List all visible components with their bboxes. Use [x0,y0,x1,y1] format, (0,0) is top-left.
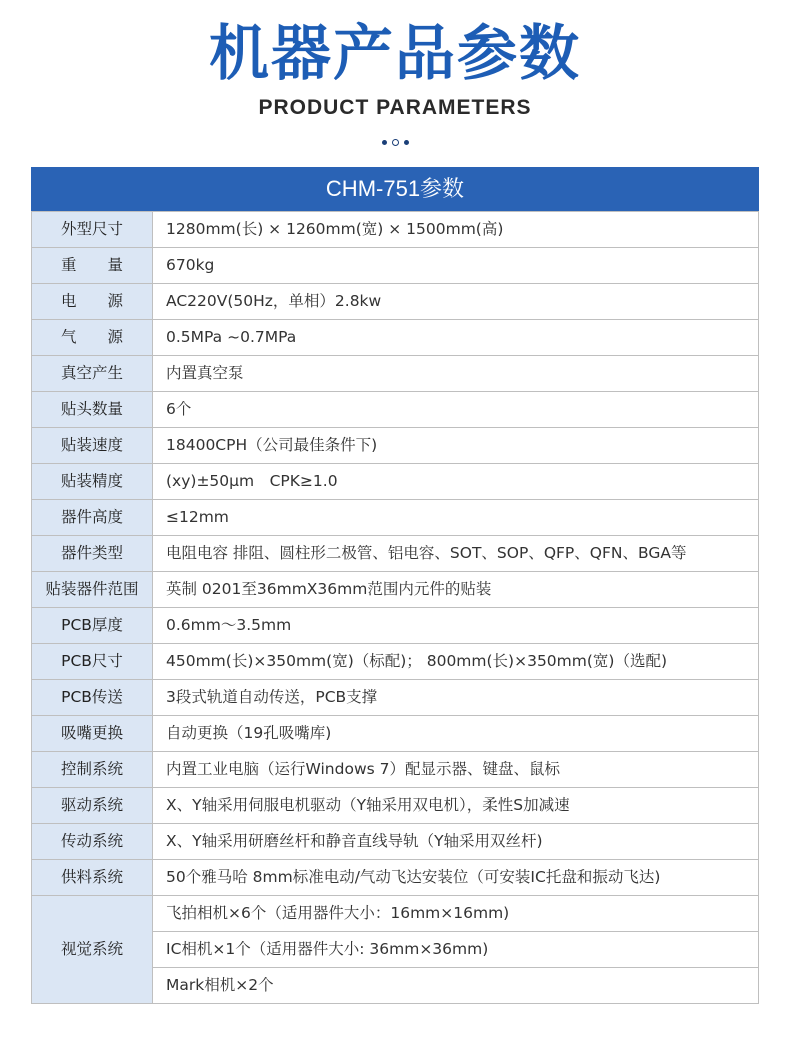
row-label: 外型尺寸 [32,212,153,248]
table-row [32,428,759,464]
vision-value: 飞拍相机×6个（适用器件大小：16mm×16mm) [153,896,759,932]
row-label: 贴装精度 [32,464,153,500]
ring-dot-icon [392,139,399,146]
dot-icon [404,140,409,145]
table-row [32,680,759,716]
dot-icon [382,140,387,145]
table-row [32,896,759,932]
row-value: 18400CPH（公司最佳条件下) [153,428,759,464]
row-label: 贴装速度 [32,428,153,464]
row-label: 供料系统 [32,860,153,896]
row-label: 电 源 [32,284,153,320]
table-row [32,464,759,500]
row-label: 控制系统 [32,752,153,788]
row-label: 器件类型 [32,536,153,572]
row-value: X、Y轴采用研磨丝杆和静音直线导轨（Y轴采用双丝杆) [153,824,759,860]
row-label: 贴装器件范围 [32,572,153,608]
row-value: 内置真空泵 [153,356,759,392]
table-row [32,788,759,824]
row-label: 重 量 [32,248,153,284]
row-value: 50个雅马哈 8mm标准电动/气动飞达安装位（可安装IC托盘和振动飞达) [153,860,759,896]
row-value: ≤12mm [153,500,759,536]
row-value: 670kg [153,248,759,284]
row-label: 驱动系统 [32,788,153,824]
row-label: PCB厚度 [32,608,153,644]
row-label: PCB传送 [32,680,153,716]
row-value: 电阻电容 排阻、圆柱形二极管、铝电容、SOT、SOP、QFP、QFN、BGA等 [153,536,759,572]
table-row [32,644,759,680]
row-value: 3段式轨道自动传送，PCB支撑 [153,680,759,716]
row-label: 真空产生 [32,356,153,392]
row-label: 吸嘴更换 [32,716,153,752]
table-header: CHM-751参数 [31,167,759,211]
vision-value: Mark相机×2个 [153,968,759,1004]
table-row [32,356,759,392]
row-value: (xy)±50μm CPK≥1.0 [153,464,759,500]
table-row [32,284,759,320]
row-value: 1280mm(长) × 1260mm(宽) × 1500mm(高) [153,212,759,248]
parameters-table [31,167,759,1004]
row-value: 0.6mm～3.5mm [153,608,759,644]
row-label: 器件高度 [32,500,153,536]
row-value: AC220V(50Hz，单相）2.8kw [153,284,759,320]
table-row [32,752,759,788]
table-row [32,608,759,644]
row-value: 英制 0201至36mmX36mm范围内元件的贴装 [153,572,759,608]
parameters-body [32,212,759,1004]
row-value: 内置工业电脑（运行Windows 7）配显示器、键盘、鼠标 [153,752,759,788]
table-row [32,392,759,428]
table-row [32,248,759,284]
row-value: 450mm(长)×350mm(宽)（标配)； 800mm(长)×350mm(宽)（选配) [153,644,759,680]
vision-value: IC相机×1个（适用器件大小: 36mm×36mm) [153,932,759,968]
row-value: X、Y轴采用伺服电机驱动（Y轴采用双电机），柔性S加减速 [153,788,759,824]
table-row [32,500,759,536]
table-row [32,212,759,248]
table-row [32,536,759,572]
row-label: 贴头数量 [32,392,153,428]
decorative-dots [0,136,790,148]
row-label: PCB尺寸 [32,644,153,680]
table-row [32,572,759,608]
page-subtitle: PRODUCT PARAMETERS [258,96,532,119]
parameters-grid [31,211,759,1004]
row-value: 自动更换（19孔吸嘴库) [153,716,759,752]
row-label: 传动系统 [32,824,153,860]
vision-label: 视觉系统 [32,896,153,1004]
row-value: 0.5MPa ~0.7MPa [153,320,759,356]
row-value: 6个 [153,392,759,428]
table-row [32,320,759,356]
table-row [32,716,759,752]
page-title: 机器产品参数 [209,19,581,89]
row-label: 气 源 [32,320,153,356]
table-row [32,824,759,860]
table-row [32,860,759,896]
